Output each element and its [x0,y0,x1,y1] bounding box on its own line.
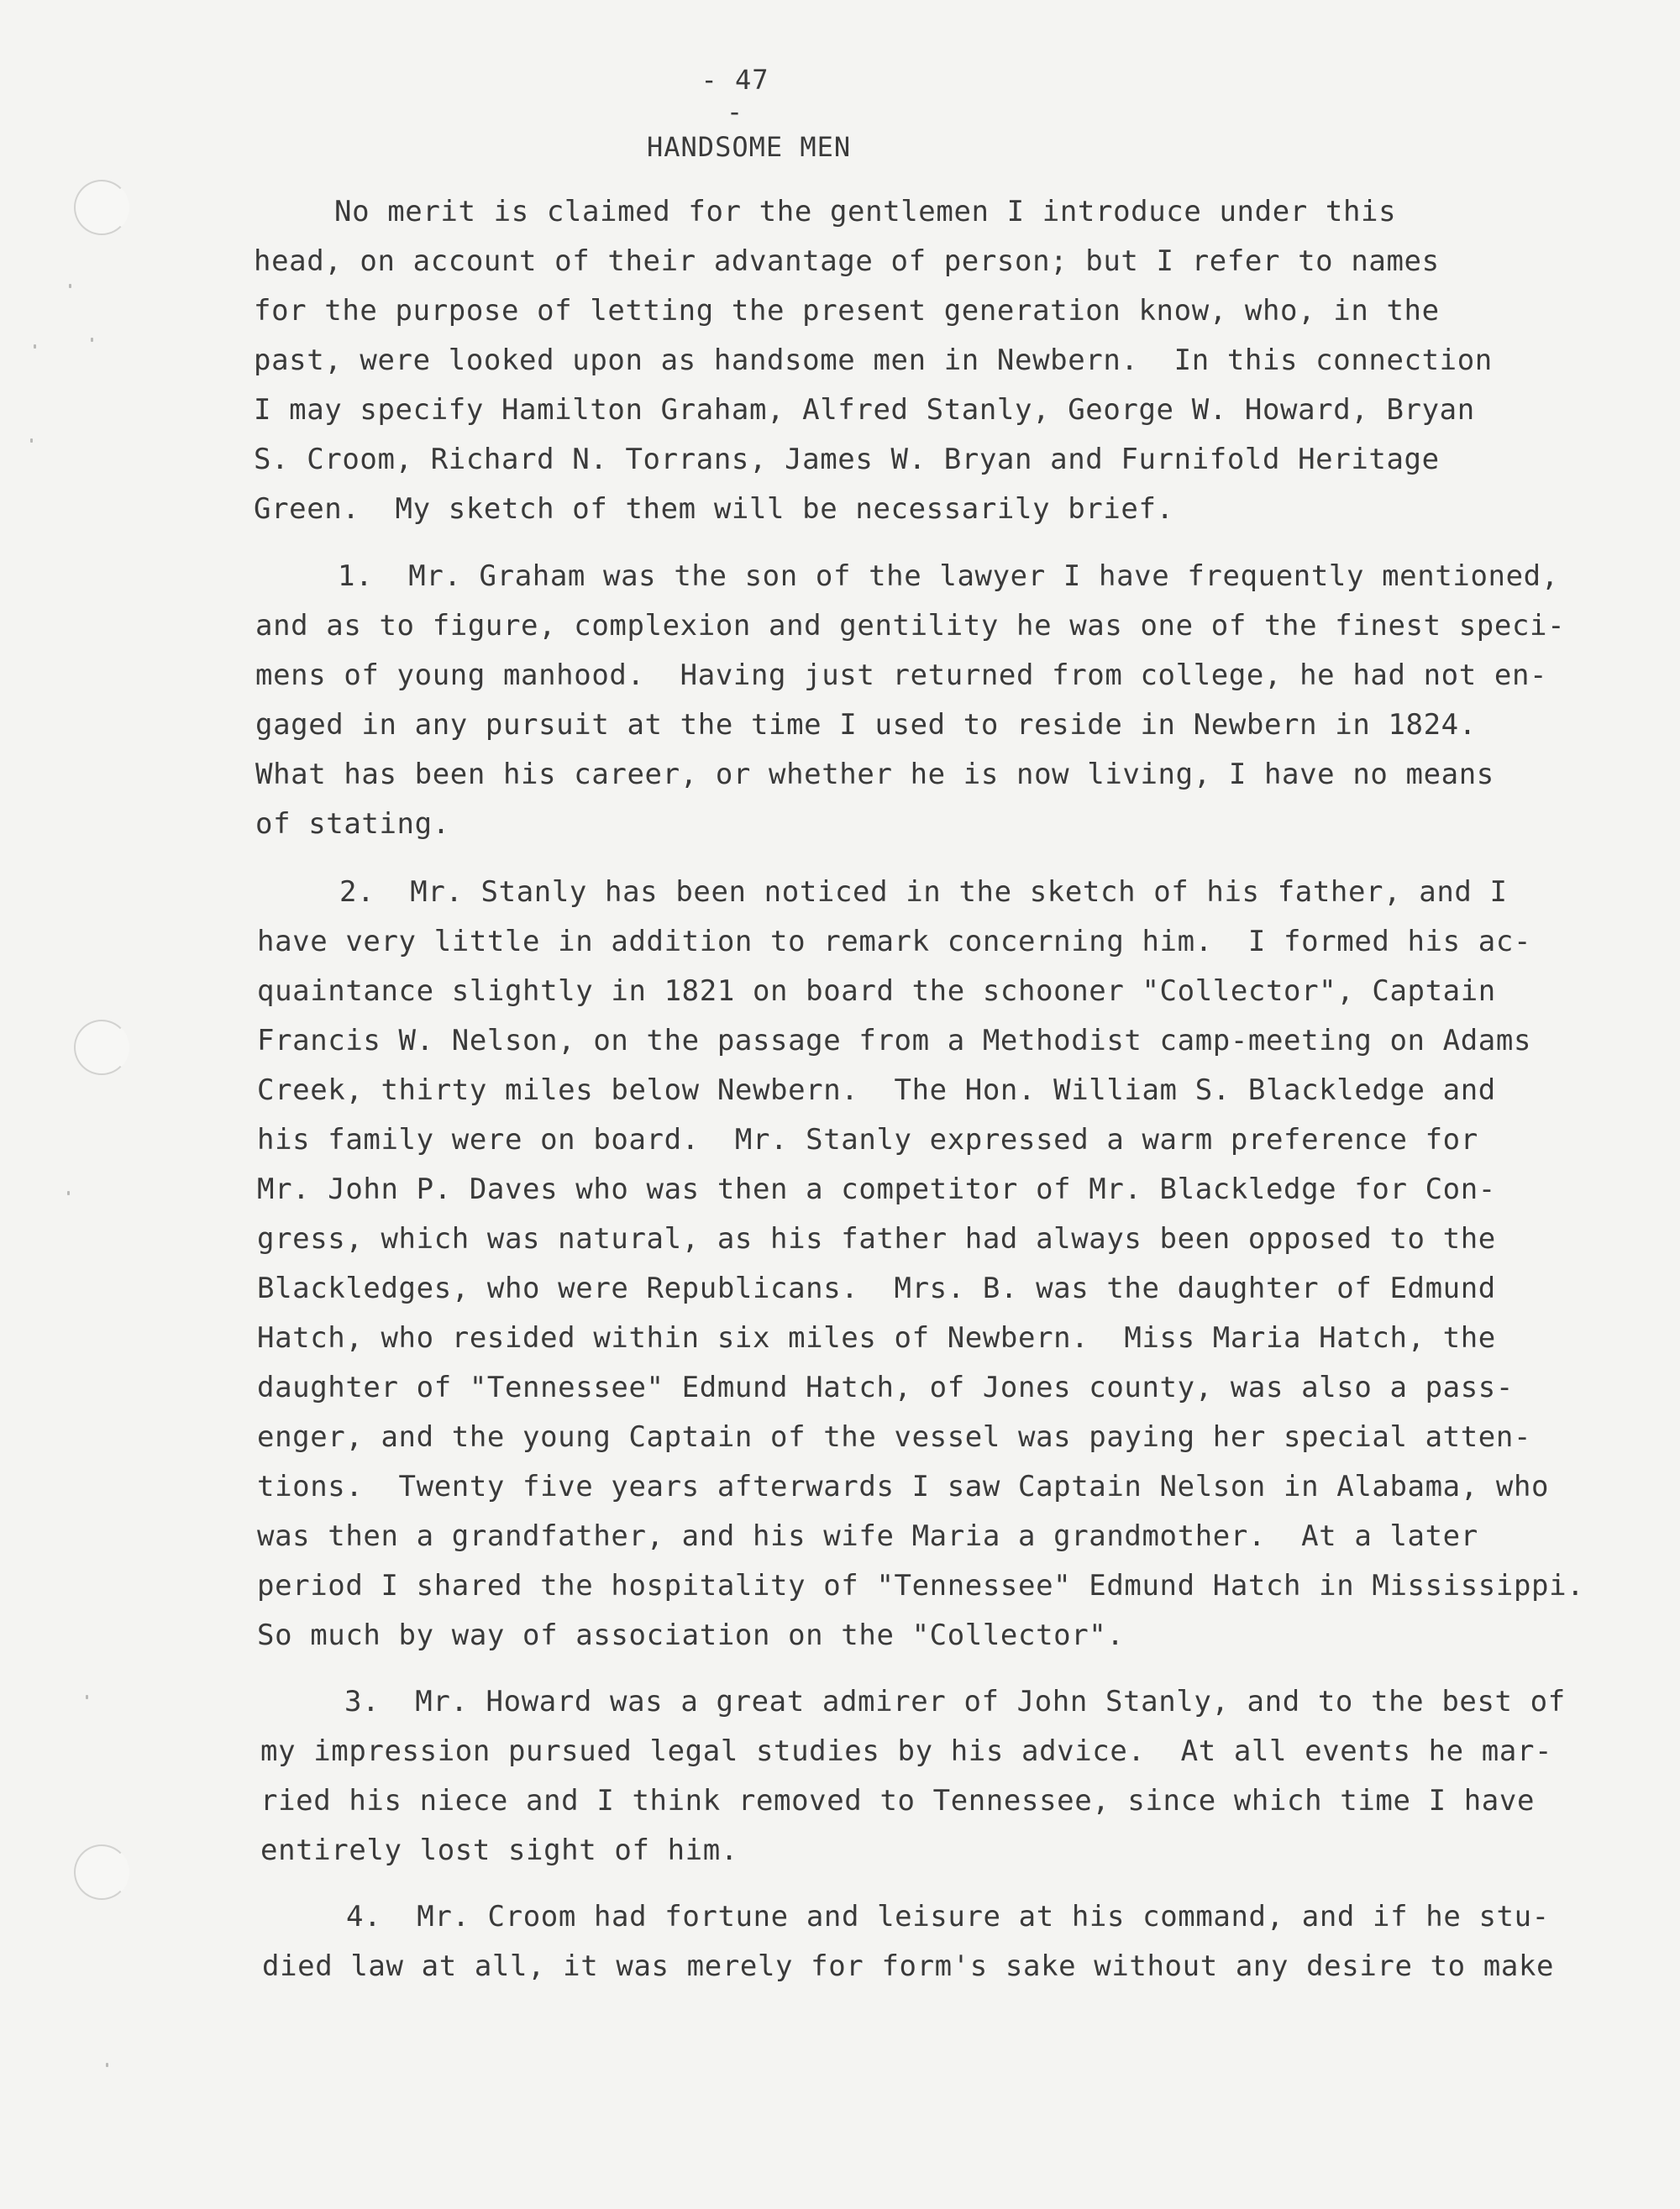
speck [106,2063,108,2067]
text-line: mens of young manhood. Having just returned from college, he had not en- [255,659,1548,692]
speck [34,344,36,349]
text-line: entirely lost sight of him. [260,1834,738,1867]
speck [30,438,33,443]
text-line: Francis W. Nelson, on the passage from a Methodist camp-meeting on Adams [257,1024,1532,1057]
text-line: ried his niece and I think removed to Tennessee, since which time I have [260,1784,1536,1818]
text-line: What has been his career, or whether he is now living, I have no means [255,758,1494,791]
text-line: tions. Twenty five years afterwards I saw Captain Nelson in Alabama, who [257,1470,1550,1503]
speck [69,284,71,288]
text-line: died law at all, it was merely for form's sake without any desire to make [262,1949,1555,1983]
text-line: period I shared the hospitality of "Tennessee" Edmund Hatch in Mississippi. [257,1569,1585,1603]
text-line: Blackledges, who were Republicans. Mrs. B. was the daughter of Edmund [257,1272,1496,1305]
speck [86,1695,88,1699]
page-number: - 47 - [701,64,769,128]
text-line: gress, which was natural, as his father had always been opposed to the [257,1222,1496,1256]
text-line: daughter of "Tennessee" Edmund Hatch, of Jones county, was also a pass- [257,1371,1514,1404]
text-line: S. Croom, Richard N. Torrans, James W. Bryan and Furnifold Heritage [254,443,1440,476]
text-line: So much by way of association on the "Collector". [257,1619,1125,1652]
text-line: 3. Mr. Howard was a great admirer of John Stanly, and to the best of [344,1685,1566,1718]
text-line: was then a grandfather, and his wife Maria a grandmother. At a later [257,1519,1478,1553]
punch-hole-top [74,180,129,235]
text-line: 1. Mr. Graham was the son of the lawyer I have frequently mentioned, [338,559,1559,593]
text-line: of stating. [255,807,450,841]
text-line: have very little in addition to remark concerning him. I formed his ac- [257,925,1532,958]
text-line: head, on account of their advantage of person; but I refer to names [254,244,1440,278]
text-line: quaintance slightly in 1821 on board the schooner "Collector", Captain [257,974,1496,1008]
text-line: enger, and the young Captain of the vessel was paying her special atten- [257,1420,1532,1454]
text-line: Hatch, who resided within six miles of Newbern. Miss Maria Hatch, the [257,1321,1496,1355]
speck [67,1191,70,1195]
text-line: for the purpose of letting the present generation know, who, in the [254,294,1440,328]
text-line: 2. Mr. Stanly has been noticed in the sketch of his father, and I [339,875,1508,909]
text-line: past, were looked upon as handsome men in Newbern. In this connection [254,344,1493,377]
speck [91,338,93,342]
text-line: Mr. John P. Daves who was then a competitor of Mr. Blackledge for Con- [257,1173,1496,1206]
punch-hole-middle [74,1020,129,1075]
text-line: gaged in any pursuit at the time I used to reside in Newbern in 1824. [255,708,1477,742]
text-line: I may specify Hamilton Graham, Alfred Stanly, George W. Howard, Bryan [254,393,1475,427]
page-title: HANDSOME MEN [647,131,852,163]
punch-hole-bottom [74,1844,129,1900]
text-line: his family were on board. Mr. Stanly expressed a warm preference for [257,1123,1478,1157]
text-line: and as to figure, complexion and gentility he was one of the finest speci- [255,609,1566,643]
text-line: Creek, thirty miles below Newbern. The Hon. William S. Blackledge and [257,1073,1496,1107]
text-line: 4. Mr. Croom had fortune and leisure at his command, and if he stu- [346,1900,1550,1934]
text-line: Green. My sketch of them will be necessarily brief. [254,492,1174,526]
text-line: my impression pursued legal studies by his advice. At all events he mar- [260,1734,1553,1768]
text-line: No merit is claimed for the gentlemen I introduce under this [334,195,1397,228]
